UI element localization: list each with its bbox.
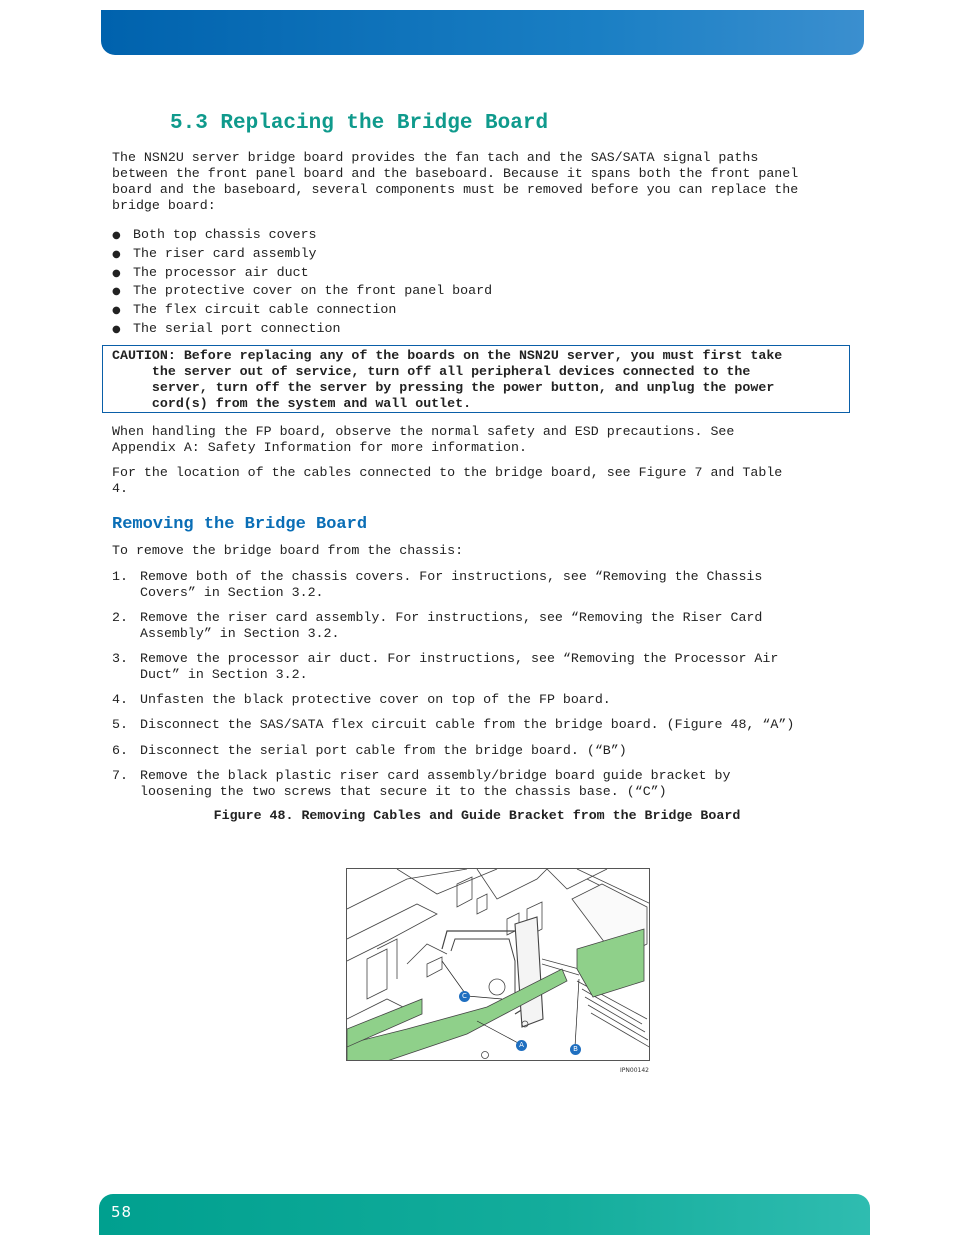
step-number: 6. xyxy=(112,743,128,758)
step-text: Remove the processor air duct. For instructions, see “Removing the Processor Air Duct” in Section 3.2. xyxy=(140,651,779,682)
list-item: ● Both top chassis covers xyxy=(112,227,317,242)
location-paragraph: For the location of the cables connected to the bridge board, see Figure 7 and Table 4. xyxy=(112,465,783,496)
step-number: 5. xyxy=(112,717,128,732)
riser-board-shape xyxy=(577,929,644,997)
caution-line: server, turn off the server by pressing the power button, and unplug the power xyxy=(112,380,775,395)
caution-line: the server out of service, turn off all peripheral devices connected to the xyxy=(112,364,751,379)
caution-line: cord(s) from the system and wall outlet. xyxy=(112,396,472,411)
step-text: Unfasten the black protective cover on top of the FP board. xyxy=(140,692,611,707)
figure-caption: Figure 48. Removing Cables and Guide Bracket from the Bridge Board xyxy=(213,808,741,823)
steps-intro: To remove the bridge board from the chassis: xyxy=(112,543,464,558)
callout-c: C xyxy=(459,991,470,1002)
bridge-board-illustration xyxy=(346,868,650,1061)
step-number: 3. xyxy=(112,651,128,666)
step-number: 7. xyxy=(112,768,128,783)
step-number: 1. xyxy=(112,569,128,584)
step-text: Remove both of the chassis covers. For instructions, see “Removing the Chassis Covers” in Section 3.2. xyxy=(140,569,763,600)
page-number: 58 xyxy=(111,1203,133,1221)
safety-paragraph: When handling the FP board, observe the normal safety and ESD precautions. See Appendix A: Safety Information for more information. xyxy=(112,424,735,455)
step-text: Disconnect the SAS/SATA flex circuit cable from the bridge board. (Figure 48, “A”) xyxy=(140,717,795,732)
step-text: Remove the riser card assembly. For instructions, see “Removing the Riser Card Assembly” in Section 3.2. xyxy=(140,610,763,641)
figure-code: IPN00142 xyxy=(620,1067,649,1074)
caution-box xyxy=(102,345,850,413)
step-text: Remove the black plastic riser card assembly/bridge board guide bracket by loosening the two screws that secure it to the chassis base. (“C”) xyxy=(140,768,731,799)
header-bar xyxy=(101,10,864,55)
list-item: ● The protective cover on the front panel board xyxy=(112,283,493,299)
callout-b: B xyxy=(570,1044,581,1055)
list-item: ● The riser card assembly xyxy=(112,245,317,261)
section-title: 5.3 Replacing the Bridge Board xyxy=(170,112,549,135)
list-item: ● The processor air duct xyxy=(112,264,309,280)
caution-line: CAUTION: Before replacing any of the boards on the NSN2U server, you must first take xyxy=(112,348,783,363)
subsection-title: Removing the Bridge Board xyxy=(112,515,368,534)
step-number: 4. xyxy=(112,692,128,707)
step-text: Disconnect the serial port cable from the bridge board. (“B”) xyxy=(140,743,627,758)
footer-bar xyxy=(99,1194,870,1235)
step-number: 2. xyxy=(112,610,128,625)
components-list xyxy=(112,226,492,339)
chassis-line-drawing xyxy=(347,869,650,1061)
list-item: ● The serial port connection xyxy=(112,320,341,336)
list-item: ● The flex circuit cable connection xyxy=(112,302,397,318)
callout-a: A xyxy=(516,1040,527,1051)
intro-paragraph: The NSN2U server bridge board provides the fan tach and the SAS/SATA signal paths between the front panel board and the baseboard. Because it spans both the front panel board and the baseboard, several components must be removed before you can replace the bridge board: xyxy=(112,150,799,213)
